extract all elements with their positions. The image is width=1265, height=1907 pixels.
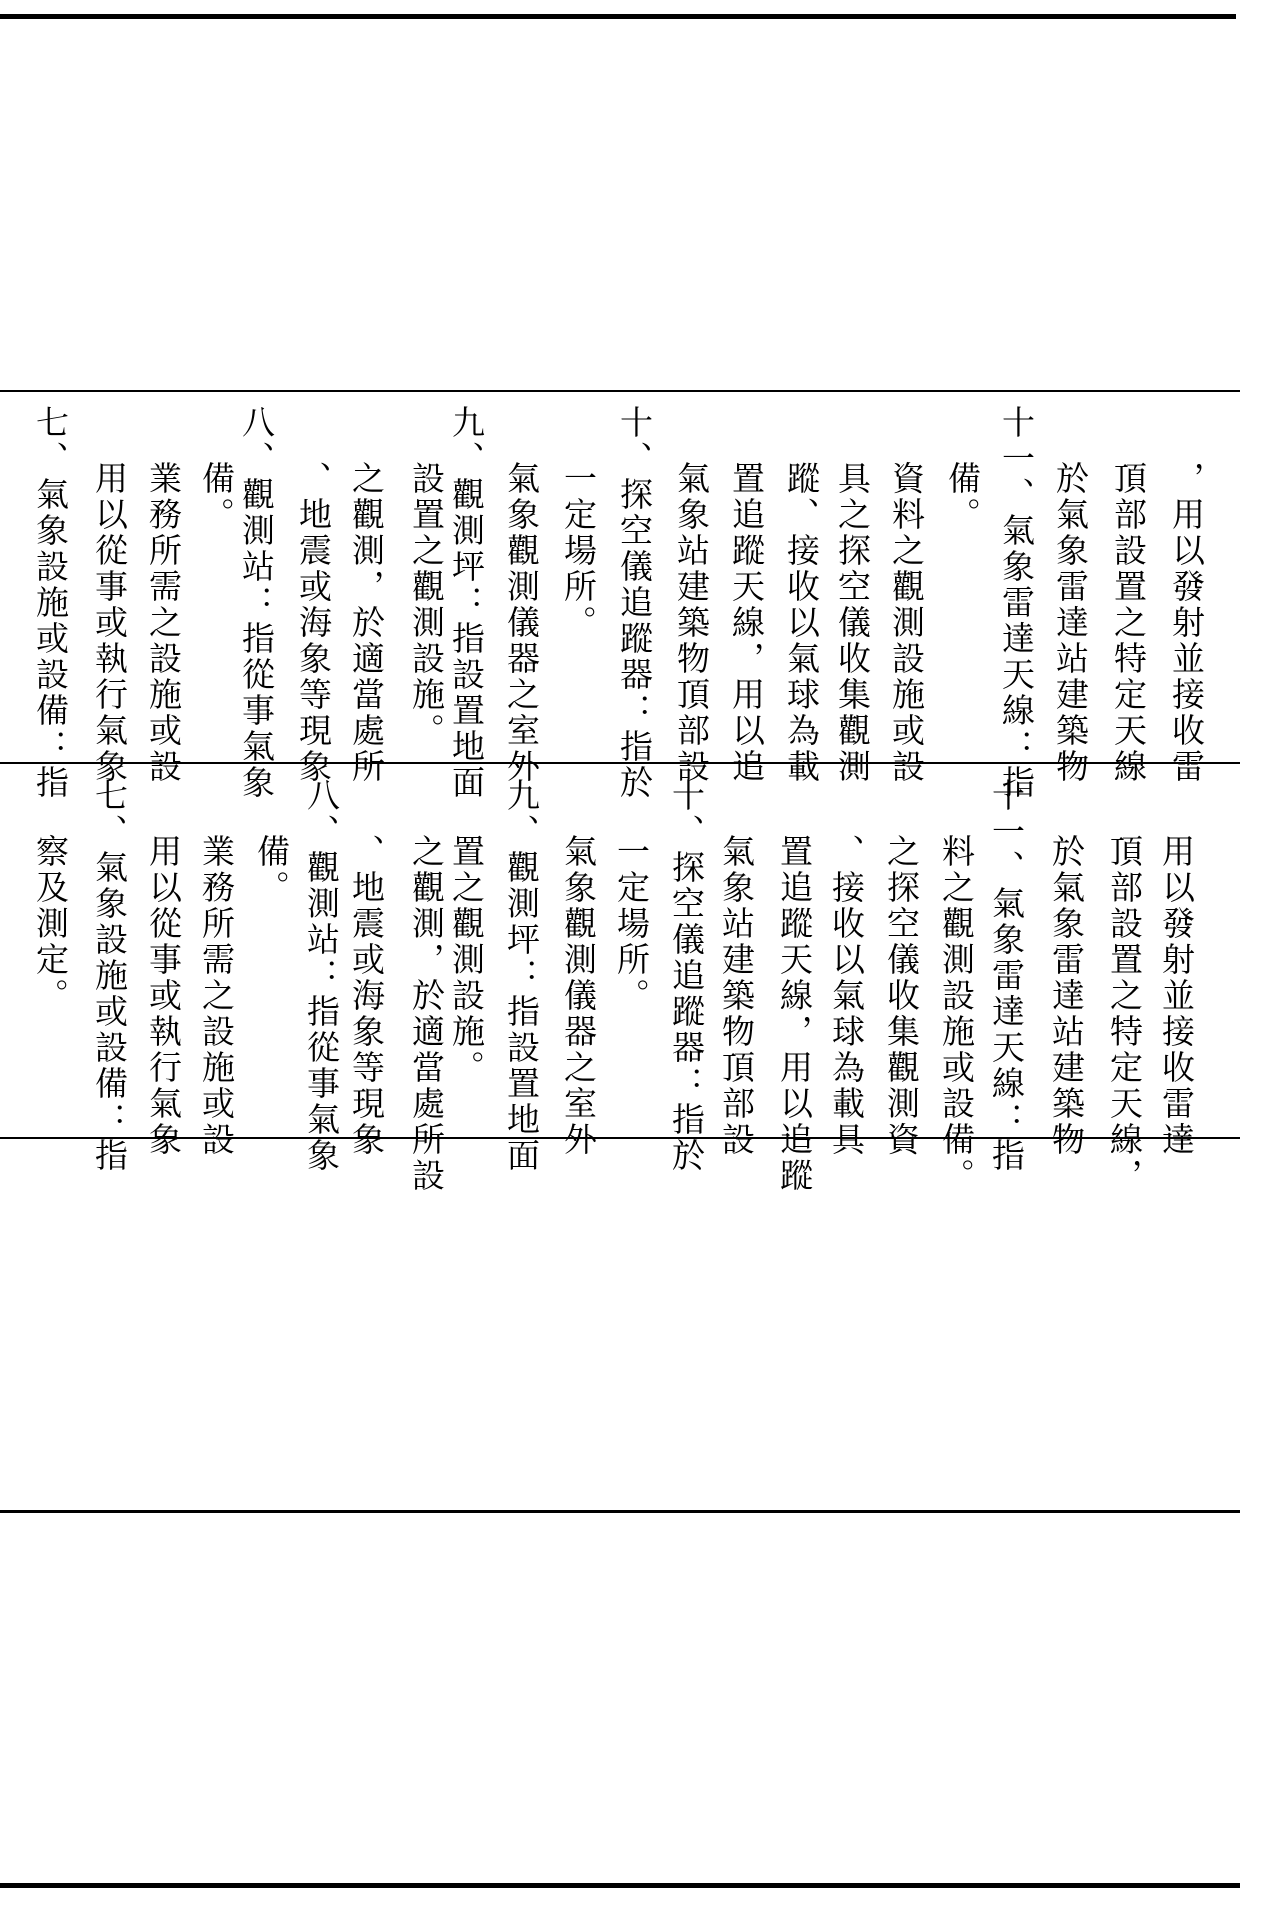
page-bottom-rule (0, 1883, 1240, 1888)
text-line: 具之探空儀收集觀測 (833, 461, 872, 785)
text-line: 用以從事或執行氣象 (90, 461, 129, 785)
text-line: 、接收以氣球為載具 (827, 834, 866, 1158)
text-line: 備。 (252, 834, 291, 906)
text-line: 頂部設置之特定天線， (1105, 834, 1144, 1194)
text-line: 備。 (943, 461, 982, 533)
text-line: 氣象觀測儀器之室外 (502, 461, 541, 785)
text-line: 一定場所。 (559, 461, 598, 641)
text-line: 之觀測，於適當處所設 (407, 834, 446, 1194)
text-line: 置追蹤天線，用以追蹤 (775, 834, 814, 1194)
text-line: 氣象站建築物頂部設 (672, 461, 711, 785)
text-line: 備。 (197, 461, 236, 533)
text-line: 氣象觀測儀器之室外 (559, 834, 598, 1158)
text-line: 之探空儀收集觀測資 (882, 834, 921, 1158)
text-line: 察及測定。 (31, 834, 70, 1014)
text-line: 十一、氣象雷達天線：指 (997, 405, 1036, 801)
text-line: 用以發射並接收雷達 (1157, 834, 1196, 1158)
text-line: 資料之觀測設施或設 (887, 461, 926, 785)
text-line: 設置之觀測設施。 (407, 461, 446, 749)
text-line: 用以從事或執行氣象 (144, 834, 183, 1158)
text-line: 料之觀測設施或設備。 (937, 834, 976, 1194)
text-line: 之觀測，於適當處所 (347, 461, 386, 785)
text-line: 頂部設置之特定天線 (1109, 461, 1148, 785)
text-line: 十一、氣象雷達天線：指 (987, 778, 1026, 1174)
table-rule-4 (0, 1510, 1240, 1513)
text-line: 十、探空儀追蹤器：指於 (667, 778, 706, 1174)
text-line: 於氣象雷達站建築物 (1047, 834, 1086, 1158)
text-line: 、地震或海象等現象 (347, 834, 386, 1158)
page-top-rule (0, 14, 1236, 19)
text-line: 業務所需之設施或設 (144, 461, 183, 785)
text-line: 八、觀測站：指從事氣象 (302, 778, 341, 1174)
text-line: 於氣象雷達站建築物 (1051, 461, 1090, 785)
text-line: 蹤、接收以氣球為載 (782, 461, 821, 785)
text-line: 置追蹤天線，用以追 (727, 461, 766, 785)
text-line: ，用以發射並接收雷 (1167, 461, 1206, 785)
text-line: 氣象站建築物頂部設 (717, 834, 756, 1158)
text-line: 、地震或海象等現象 (294, 461, 333, 785)
table-rule-1 (0, 390, 1240, 392)
text-line: 七、氣象設施或設備：指 (31, 405, 70, 801)
text-line: 七、氣象設施或設備：指 (90, 778, 129, 1174)
text-line: 置之觀測設施。 (447, 834, 486, 1086)
text-line: 九、觀測坪：指設置地面 (447, 405, 486, 801)
text-line: 一定場所。 (612, 834, 651, 1014)
text-line: 業務所需之設施或設 (197, 834, 236, 1158)
text-line: 八、觀測站：指從事氣象 (237, 405, 276, 801)
text-line: 十、探空儀追蹤器：指於 (615, 405, 654, 801)
text-line: 九、觀測坪：指設置地面 (502, 778, 541, 1174)
